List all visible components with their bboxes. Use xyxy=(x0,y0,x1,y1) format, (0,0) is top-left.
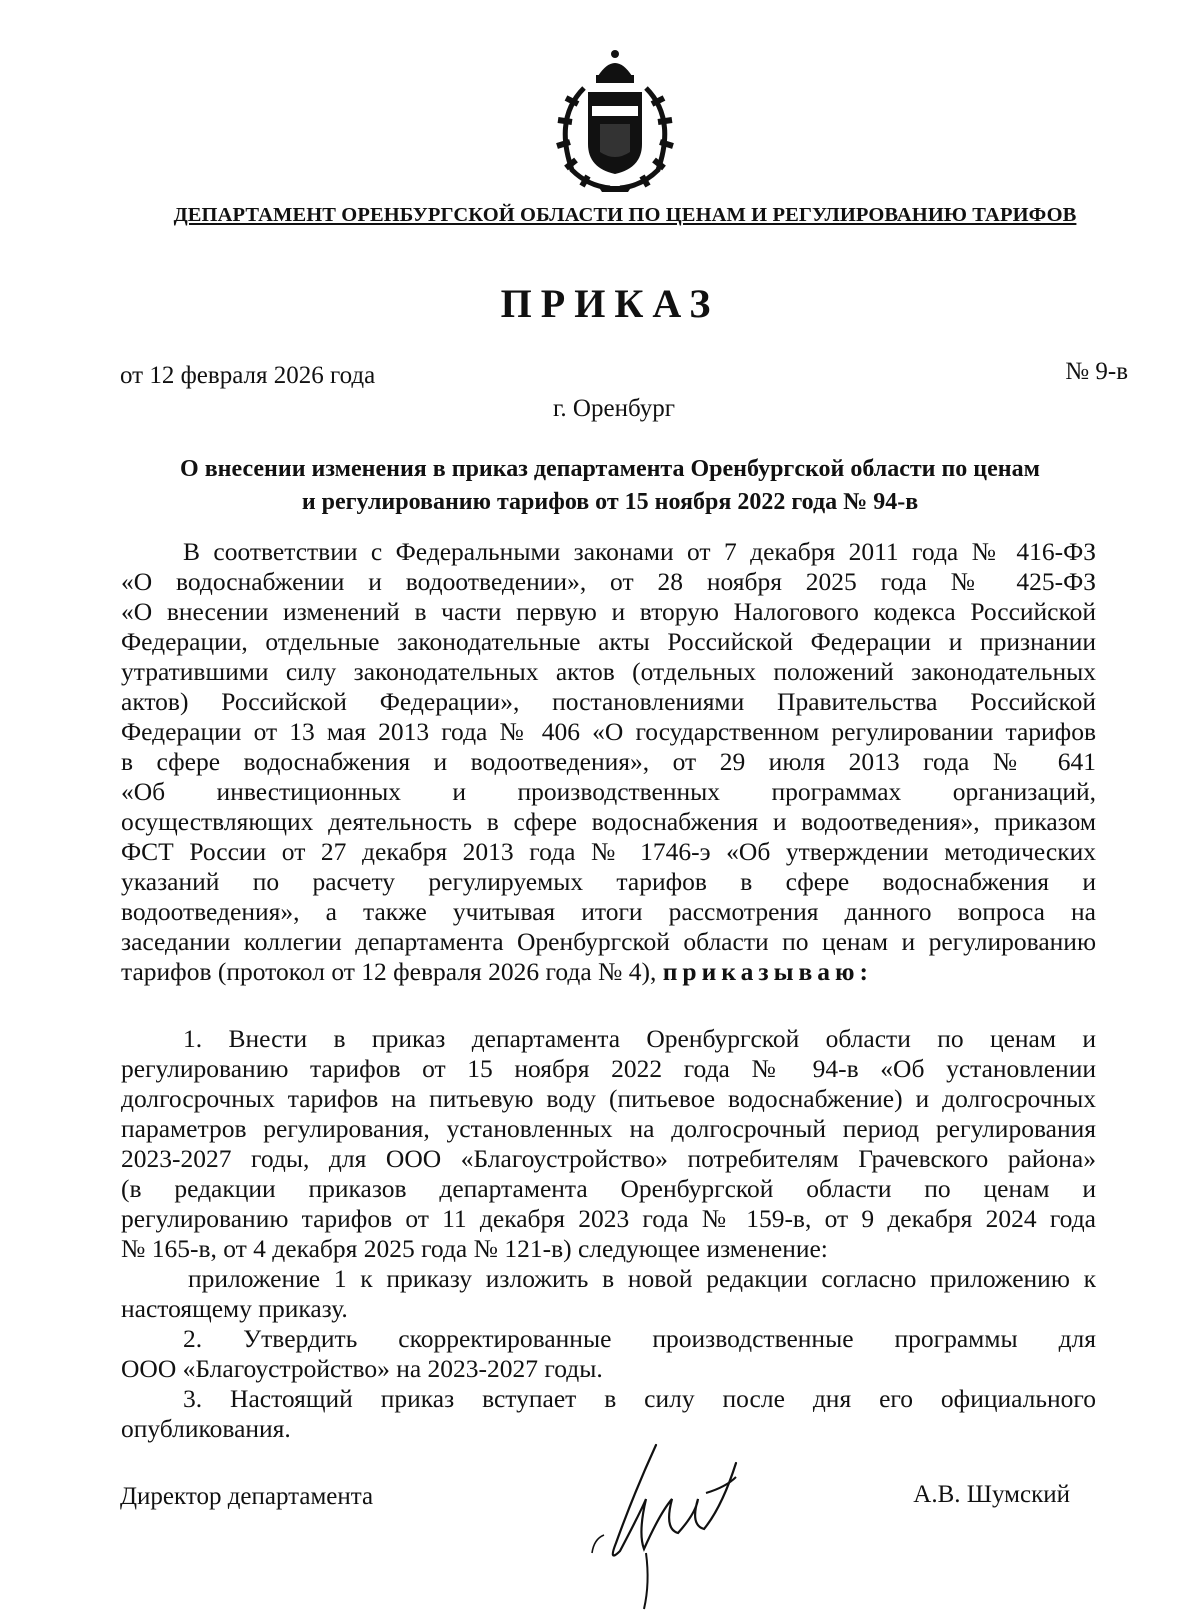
order-item-line: 2023-2027 годы, для ООО «Благоустройство» потребителям Грачевского района» xyxy=(121,1144,1096,1173)
preamble-line: осуществляющих деятельность в сфере водоснабжения и водоотведения», приказом xyxy=(121,807,1096,836)
department-name: ДЕПАРТАМЕНТ ОРЕНБУРГСКОЙ ОБЛАСТИ ПО ЦЕНАМ И РЕГУЛИРОВАНИЮ ТАРИФОВ xyxy=(173,204,1077,226)
order-item-line: (в редакции приказов департамента Оренбургской области по ценам и xyxy=(121,1174,1096,1203)
preamble-line: утратившими силу законодательных актов (отдельных положений законодательных xyxy=(121,657,1096,686)
preamble-line: Федерации от 13 мая 2013 года № 406 «О государственном регулировании тарифов xyxy=(121,717,1096,746)
order-item-line: 1. Внести в приказ департамента Оренбургской области по ценам и xyxy=(183,1024,1096,1053)
order-item-line: 2. Утвердить скорректированные производственные программы для xyxy=(183,1324,1096,1353)
preamble-line: актов) Российской Федерации», постановлениями Правительства Российской xyxy=(121,687,1096,716)
preamble-line: «О водоснабжении и водоотведении», от 28 ноября 2025 года № 425-ФЗ xyxy=(121,567,1096,596)
subject-line: О внесении изменения в приказ департамента Оренбургской области по ценам xyxy=(180,456,1040,482)
preamble-last-text: тарифов (протокол от 12 февраля 2026 года № 4), xyxy=(121,957,657,986)
preamble-line: «О внесении изменений в части первую и вторую Налогового кодекса Российской xyxy=(121,597,1096,626)
order-item-line: ООО «Благоустройство» на 2023-2027 годы. xyxy=(121,1354,603,1383)
preamble-line: Федерации, отдельные законодательные акты Российской Федерации и признании xyxy=(121,627,1096,656)
order-item-line: долгосрочных тарифов на питьевую воду (питьевое водоснабжение) и долгосрочных xyxy=(121,1084,1096,1113)
signatory-role: Директор департамента xyxy=(120,1483,374,1510)
subject-line: и регулированию тарифов от 15 ноября 2022 года № 94-в xyxy=(301,489,919,515)
order-item-line: приложение 1 к приказу изложить в новой редакции согласно приложению к xyxy=(188,1264,1096,1293)
preamble-line: заседании коллегии департамента Оренбургской области по ценам и регулированию xyxy=(121,927,1096,956)
preamble-line xyxy=(121,957,1096,987)
order-item-line: регулированию тарифов от 11 декабря 2023 года № 159-в, от 9 декабря 2024 года xyxy=(121,1204,1096,1233)
order-word: приказываю: xyxy=(662,957,873,986)
document-number: № 9-в xyxy=(1065,358,1128,385)
document-date: от 12 февраля 2026 года xyxy=(120,362,376,389)
preamble-paragraph xyxy=(121,537,1096,987)
document-city: г. Оренбург xyxy=(553,395,675,422)
preamble-line: «Об инвестиционных и производственных программах организаций, xyxy=(121,777,1096,806)
order-item-line: настоящему приказу. xyxy=(121,1294,348,1323)
order-item-line: № 165-в, от 4 декабря 2025 года № 121-в) следующее изменение: xyxy=(121,1234,828,1263)
order-item-line: регулированию тарифов от 15 ноября 2022 года № 94-в «Об установлении xyxy=(121,1054,1096,1083)
signatory-name: А.В. Шумский xyxy=(913,1481,1070,1508)
order-item-line: параметров регулирования, установленных на долгосрочный период регулирования xyxy=(121,1114,1096,1143)
order-item-line: опубликования. xyxy=(121,1414,291,1443)
preamble-line: в сфере водоснабжения и водоотведения», от 29 июля 2013 года № 641 xyxy=(121,747,1096,776)
preamble-line: В соответствии с Федеральными законами от 7 декабря 2011 года № 416-ФЗ xyxy=(183,537,1096,566)
preamble-line: ФСТ России от 27 декабря 2013 года № 1746-э «Об утверждении методических xyxy=(121,837,1096,866)
coat-of-arms-icon xyxy=(548,48,682,194)
order-items xyxy=(121,1024,1096,1444)
document-subject xyxy=(100,453,1120,519)
handwritten-signature-icon xyxy=(586,1433,766,1613)
preamble-line: водоотведения», а также учитывая итоги рассмотрения данного вопроса на xyxy=(121,897,1096,926)
document-title: ПРИКАЗ xyxy=(500,281,720,326)
order-item-line: 3. Настоящий приказ вступает в силу после дня его официального xyxy=(183,1384,1096,1413)
preamble-line: указаний по расчету регулируемых тарифов в сфере водоснабжения и xyxy=(121,867,1096,896)
